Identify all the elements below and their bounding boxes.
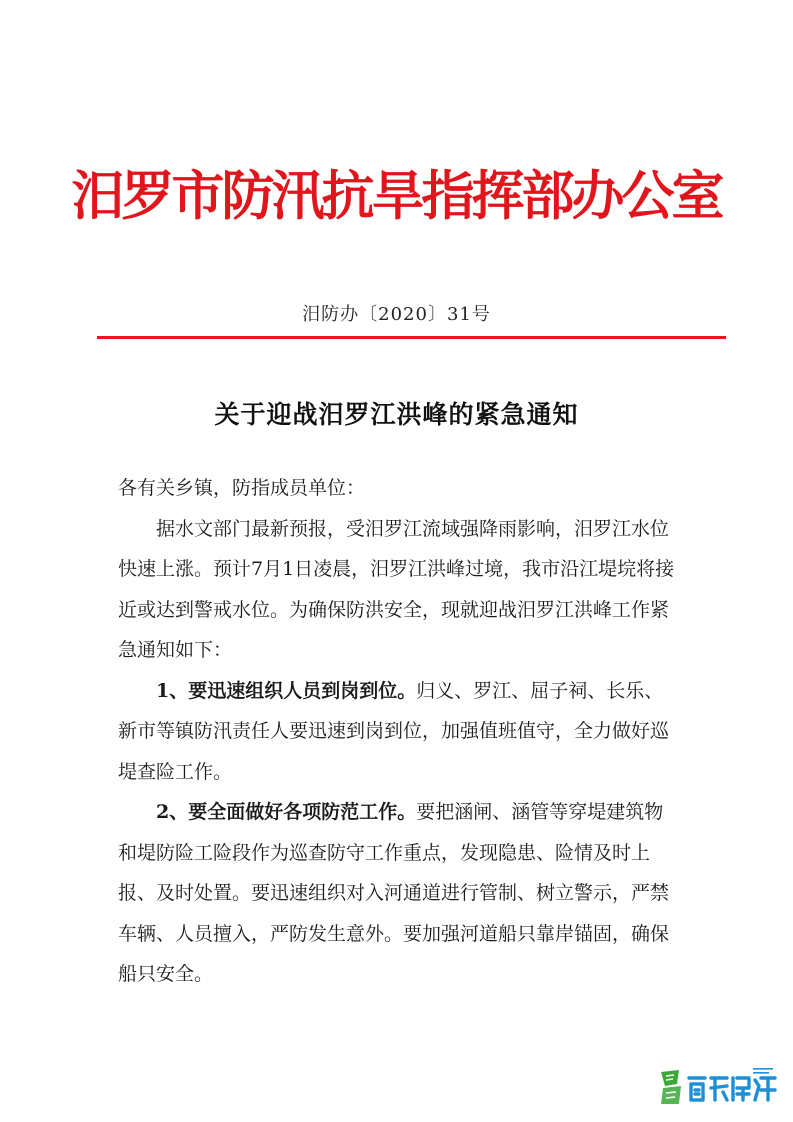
item-1-text: 归义、罗江、屈子祠、长乐、新市等镇防汛责任人要迅速到岗到位，加强值班值守，全力做好巡堤查险工作。: [118, 679, 670, 783]
issuing-office-title: 汨罗市防汛抗旱指挥部办公室: [71, 165, 722, 227]
logo-wordmark-icon: [689, 1078, 775, 1100]
item-1-heading: 1、要迅速组织人员到岗到位。: [156, 679, 417, 702]
intro-paragraph: 据水文部门最新预报，受汨罗江流域强降雨影响，汨罗江水位快速上涨。预计7月1日凌晨，汨罗江洪峰过境，我市沿江堤垸将接近或达到警戒水位。为确保防洪安全，现就迎战汨罗江洪峰工作紧急通知如下：: [118, 517, 675, 661]
item-1-paragraph: [118, 671, 678, 793]
item-2-text: 要把涵闸、涵管等穿堤建筑物和堤防险工险段作为巡查防守工作重点，发现隐患、险情及时上报、及时处置。要迅速组织对入河通道进行管制、树立警示，严禁车辆、人员擅入，严防发生意外。要加强河道船只靠岸锚固，确保船只安全。: [118, 801, 670, 985]
notice-title: 关于迎战汨罗江洪峰的紧急通知: [214, 400, 579, 429]
item-2-heading: 2、要全面做好各项防范工作。: [156, 801, 417, 823]
logo-mark-icon: [661, 1070, 681, 1104]
notice-body: [118, 468, 678, 995]
red-separator-line: [97, 336, 726, 339]
salutation: 各有关乡镇，防指成员单位：: [118, 477, 366, 499]
item-2-paragraph: [118, 792, 678, 995]
logo-tagline-icon: [753, 1068, 773, 1074]
media-logo-watermark: [657, 1064, 779, 1110]
document-number: 汨防办〔2020〕31号: [302, 304, 491, 325]
